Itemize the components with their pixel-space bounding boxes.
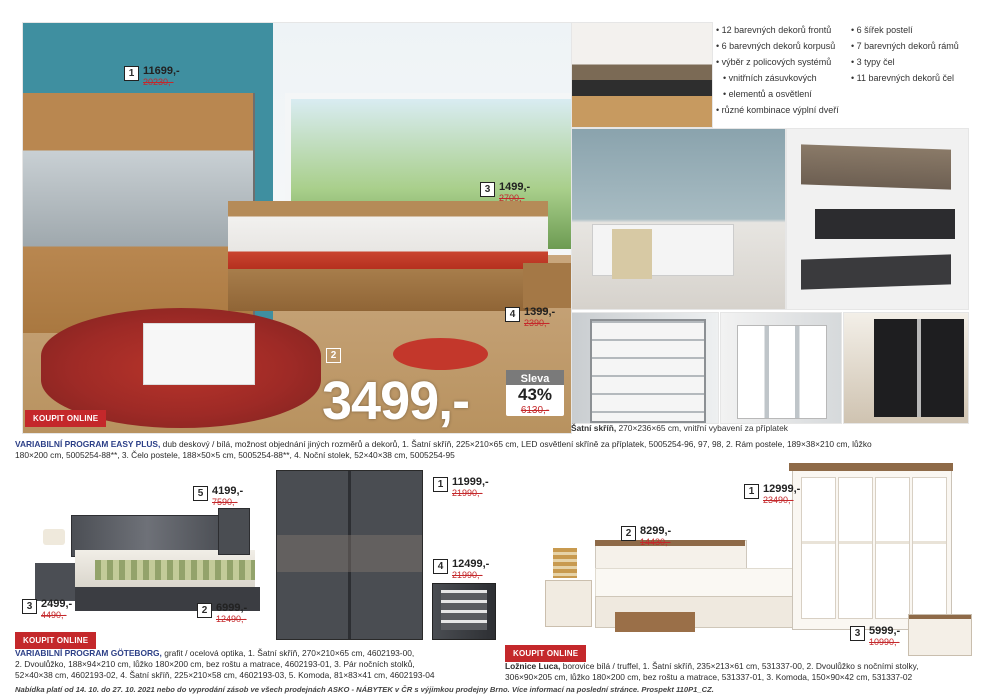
price-tag-5 [193, 486, 243, 508]
price: 11699,- [143, 65, 180, 77]
item-number: 1 [433, 477, 448, 492]
gb-small-interior [441, 590, 487, 630]
goteborg-small-wardrobe-photo [432, 583, 496, 640]
luca-books [553, 548, 577, 578]
luca-door [838, 477, 873, 619]
price-tag-1 [744, 484, 800, 506]
headboard-options-photo [786, 128, 969, 310]
price-tag-4 [433, 559, 489, 581]
gb-nightstand [35, 563, 75, 601]
old-price: 7590,- [212, 497, 238, 507]
price: 6999,- [216, 602, 248, 614]
luca-bed-photo [545, 540, 830, 640]
price: 11999,- [452, 476, 489, 488]
black-wardrobe-photo [843, 312, 969, 424]
wardrobe-caption [571, 423, 788, 433]
item-number: 1 [744, 484, 759, 499]
feature-item: • elementů a osvětlení [716, 86, 839, 102]
hero-bedroom-photo [22, 22, 572, 434]
item-number: 4 [433, 559, 448, 574]
desc-text: dub deskový / bílá, možnost objednání jiných rozměrů a dekorů, 1. Šatní skříň, 225×210×65 cm, LED osvětlení skříně za příplatek, 5005254-96, 97, 98, 2. Rám postele, 189×38×210 cm, lůžko [160, 439, 872, 449]
luca-door [875, 477, 910, 619]
old-price: 23490,- [763, 495, 794, 505]
price-tag-1 [124, 66, 180, 88]
goteborg-description [15, 648, 495, 681]
feature-item: • různé kombinace výplní dveří [716, 102, 839, 118]
old-price: 2700,- [499, 193, 525, 203]
item-number: 2 [197, 603, 212, 618]
desc-text: 52×40×38 cm, 4602193-02, 4. Šatní skříň, 225×210×58 cm, 4602193-03, 5. Komoda, 81×83×41 cm, 4602193-04 [15, 670, 435, 680]
feature-item: • 7 barevných dekorů rámů [851, 38, 959, 54]
buy-online-button[interactable]: KOUPIT ONLINE [505, 645, 586, 662]
white-bed-room-photo [571, 128, 786, 310]
caption-title: Šatní skříň, [571, 423, 617, 433]
old-price: 12490,- [216, 614, 247, 624]
desc-text: 306×90×205 cm, lůžko 180×200 cm, bez roštu a matrace, 531337-01, 3. Komoda, 150×90×42 cm, 531337-02 [505, 672, 913, 682]
price-tag-2 [197, 603, 247, 625]
desc-text: 180×200 cm, 5005254-88**, 3. Čelo postele, 188×50×5 cm, 5005254-88**, 4. Noční stolek, 52×40×38 cm, 5005254-95 [15, 450, 455, 460]
price-tag-1 [433, 477, 489, 499]
white-wardrobe-doors [737, 325, 827, 419]
feature-item: • 11 barevných dekorů čel [851, 70, 959, 86]
gb-throw [95, 560, 255, 580]
big-price: 3499,- [322, 371, 470, 431]
feature-item: • vnitřních zásuvkových [716, 70, 839, 86]
feature-item: • 6 barevných dekorů korpusů [716, 38, 839, 54]
price: 5999,- [869, 625, 901, 637]
luca-nightstand [545, 580, 592, 627]
old-price: 2390,- [524, 318, 550, 328]
item-number: 3 [22, 599, 37, 614]
price: 12499,- [452, 558, 490, 570]
black-wardrobe-doors [874, 319, 964, 417]
oak-bed [228, 201, 548, 311]
feature-item: • 12 barevných dekorů frontů [716, 22, 839, 38]
gb-wardrobe-stripe [277, 535, 422, 572]
desc-title: VARIABILNÍ PROGRAM GÖTEBORG, [15, 648, 162, 658]
feature-item: • výběr z policových systémů [716, 54, 839, 70]
sliding-wardrobe [23, 93, 255, 333]
headboard-wood [801, 144, 951, 189]
item-number: 1 [124, 66, 139, 81]
desc-text: grafit / ocelová optika, 1. Šatní skříň, 270×210×65 cm, 4602193-00, [161, 648, 415, 658]
price-tag-3 [22, 599, 72, 621]
feature-list-right [851, 22, 959, 86]
gb-dresser [218, 508, 250, 555]
luca-door [801, 477, 836, 619]
footer-disclaimer: Nabídka platí od 14. 10. do 27. 10. 2021 nebo do vyprodání zásob ve všech prodejnách ASKO - NÁBYTEK v ČR s výjimkou prodejny Brno. Více informací na poslední stránce. Prospekt 110P1_CZ. [15, 685, 714, 694]
price: 2499,- [41, 598, 73, 610]
luca-description [505, 661, 983, 683]
old-price: 20230,- [143, 77, 174, 87]
desc-title: VARIABILNÍ PROGRAM EASY PLUS, [15, 439, 161, 449]
old-price: 21990,- [452, 570, 483, 580]
throw-blanket [612, 229, 652, 279]
price: 1499,- [499, 181, 531, 193]
old-price: 4490,- [41, 610, 67, 620]
goteborg-wardrobe-photo [276, 470, 423, 640]
item-number: 2 [621, 526, 636, 541]
item-number: 2 [326, 348, 341, 363]
feature-item: • 3 typy čel [851, 54, 959, 70]
red-pillow [393, 338, 488, 370]
price: 1399,- [524, 306, 556, 318]
white-stool [143, 323, 255, 385]
headboard-dark [815, 209, 955, 239]
old-price: 21990,- [452, 488, 483, 498]
price-tag-2 [326, 348, 341, 363]
feature-item: • 6 šířek postelí [851, 22, 959, 38]
buy-online-button[interactable]: KOUPIT ONLINE [25, 410, 106, 427]
wardrobe-interior-photo [571, 312, 719, 424]
luca-door [912, 477, 947, 619]
desc-text: 2. Dvoulůžko, 188×94×210 cm, lůžko 180×200 cm, bez roštu a matrace, 4602193-01, 3. Pár nočních stolků, [15, 659, 415, 669]
old-price: 14430,- [640, 537, 671, 547]
price: 12999,- [763, 483, 801, 495]
discount-badge [506, 370, 564, 416]
feature-list-left [716, 22, 839, 118]
bed-detail-photo [571, 22, 713, 128]
luca-wardrobe-cap [789, 463, 953, 471]
wardrobe-shelves [590, 319, 706, 423]
buy-online-button[interactable]: KOUPIT ONLINE [15, 632, 96, 649]
old-price: 10990,- [869, 637, 900, 647]
item-number: 4 [505, 307, 520, 322]
white-wardrobe-photo [720, 312, 842, 424]
item-number: 3 [480, 182, 495, 197]
price-tag-3 [480, 182, 530, 204]
item-number: 3 [850, 626, 865, 641]
gb-lamp [43, 529, 65, 545]
easy-plus-description [15, 439, 980, 461]
price: 4199,- [212, 485, 244, 497]
item-number: 5 [193, 486, 208, 501]
caption-text: 270×236×65 cm, vnitřní vybavení za příplatek [616, 423, 788, 433]
nightstand [523, 263, 572, 308]
luca-dresser-top [909, 615, 971, 619]
price-tag-3 [850, 626, 900, 648]
desc-text: borovice bílá / truffel, 1. Šatní skříň, 235×213×61 cm, 531337-00, 2. Dvoulůžko s nočními stolky, [560, 661, 919, 671]
discount-old-price: 6130,- [520, 405, 550, 416]
luca-drawer [615, 612, 695, 632]
price-tag-4 [505, 307, 555, 329]
discount-percent: 43% [517, 385, 553, 404]
price: 8299,- [640, 525, 672, 537]
luca-wardrobe-photo [792, 466, 952, 630]
price-tag-2 [621, 526, 671, 548]
desc-title: Ložnice Luca, [505, 661, 561, 671]
headboard-black [801, 254, 951, 289]
luca-dresser-photo [908, 614, 972, 656]
discount-label: Sleva [506, 370, 564, 385]
